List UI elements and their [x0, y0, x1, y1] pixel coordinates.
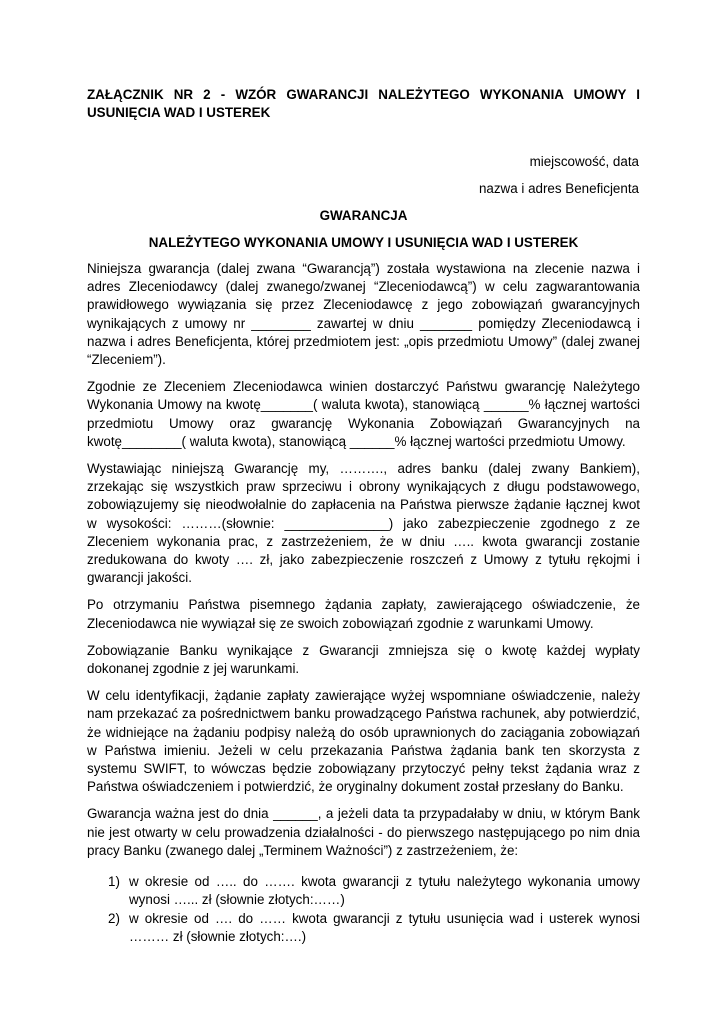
paragraph-intro: Niniejsza gwarancja (dalej zwana “Gwarancją”) została wystawiona na zlecenie nazwa i adres Zleceniodawcy (dalej zwanego/zwanej “Zleceniodawcą”) w celu zagwarantowania prawidłowego wywiązania się przez Zleceniodawcę z jego zobowiązań gwarancyjnych wynikających z umowy nr ________ zawartej w dniu _______ pomiędzy Zleceniodawcą i nazwa i adres Beneficjenta, której przedmiotem jest: „opis przedmiotu Umowy” (dalej zwanej “Zleceniem”).	[87, 261, 640, 368]
paragraph-demand: Po otrzymaniu Państwa pisemnego żądania zapłaty, zawierającego oświadczenie, że Zleceniodawca nie wywiązał się ze swoich zobowiązań zgodnie z warunkami Umowy.	[87, 597, 640, 631]
list-item	[87, 910, 640, 946]
validity-periods-list	[87, 873, 640, 946]
annex-heading: ZAŁĄCZNIK NR 2 - WZÓR GWARANCJI NALEŻYTEGO WYKONANIA UMOWY I USUNIĘCIA WAD I USTEREK	[87, 87, 640, 121]
list-item-number: 1)	[108, 874, 120, 890]
paragraph-obligation: Zgodnie ze Zleceniem Zleceniodawca winien dostarczyć Państwu gwarancję Należytego Wykonania Umowy na kwotę_______( waluta kwota), stanowiącą ______% łącznej wartości przedmiotu Umowy oraz gwarancję Wykonania Zobowiązań Gwarancyjnych na kwotę________( waluta kwota), stanowiącą ______% łącznej wartości przedmiotu Umowy.	[87, 379, 640, 449]
list-item-number: 2)	[108, 910, 120, 926]
beneficiary-address: nazwa i adres Beneficjenta	[478, 181, 639, 196]
paragraph-identification: W celu identyfikacji, żądanie zapłaty zawierające wyżej wspomniane oświadczenie, należy nam przekazać za pośrednictwem banku prowadzącego Państwa rachunek, aby potwierdzić, że widniejące na żądaniu podpisy należą do osób uprawnionych do zaciągania zobowiązań w Państwa imieniu. Jeżeli w celu przekazania Państwa żądania bank ten skorzysta z systemu SWIFT, to wówczas będzie zobowiązany przytoczyć pełny tekst żądania wraz z Państwa oświadczeniem i potwierdzić, że oryginalny dokument został przesłany do Banku.	[87, 688, 640, 795]
document-body	[87, 260, 640, 946]
document-subtitle: NALEŻYTEGO WYKONANIA UMOWY I USUNIĘCIA WAD I USTEREK	[148, 235, 579, 250]
list-item	[87, 873, 640, 909]
paragraph-undertaking: Wystawiając niniejszą Gwarancję my, ………., adres banku (dalej zwany Bankiem), zrzekając się wszystkich praw sprzeciwu i obrony wynikających z długu podstawowego, zobowiązujemy się nieodwołalnie do zapłacenia na Państwa pierwsze żądanie łącznej kwot w wysokości: ………(słownie: ______________) jako zabezpieczenie zgodnego z ze Zleceniem wykonania prac, z zastrzeżeniem, że w dniu ….. kwota gwarancji zostanie zredukowana do kwoty …. zł, jako zabezpieczenie roszczeń z Umowy z tytułu rękojmi i gwarancji jakości.	[87, 461, 640, 586]
paragraph-reduction: Zobowiązanie Banku wynikające z Gwarancji zmniejsza się o kwotę każdej wypłaty dokonanej zgodnie z jej warunkami.	[87, 642, 640, 677]
list-item-text: w okresie od ….. do ……. kwota gwarancji z tytułu należytego wykonania umowy wynosi …... zł (słownie złotych:……)	[129, 874, 640, 908]
place-date: miejscowość, data	[529, 154, 639, 169]
document-title: GWARANCJA	[319, 208, 408, 223]
paragraph-validity: Gwarancja ważna jest do dnia ______, a jeżeli data ta przypadałaby w dniu, w którym Bank nie jest otwarty w celu prowadzenia działalności - do pierwszego następującego po nim dnia pracy Banku (zwanego dalej „Terminem Ważności”) z zastrzeżeniem, że:	[87, 806, 640, 858]
list-item-text: w okresie od …. do …… kwota gwarancji z tytułu usunięcia wad i usterek wynosi ……… zł (słownie złotych:….)	[129, 910, 640, 944]
